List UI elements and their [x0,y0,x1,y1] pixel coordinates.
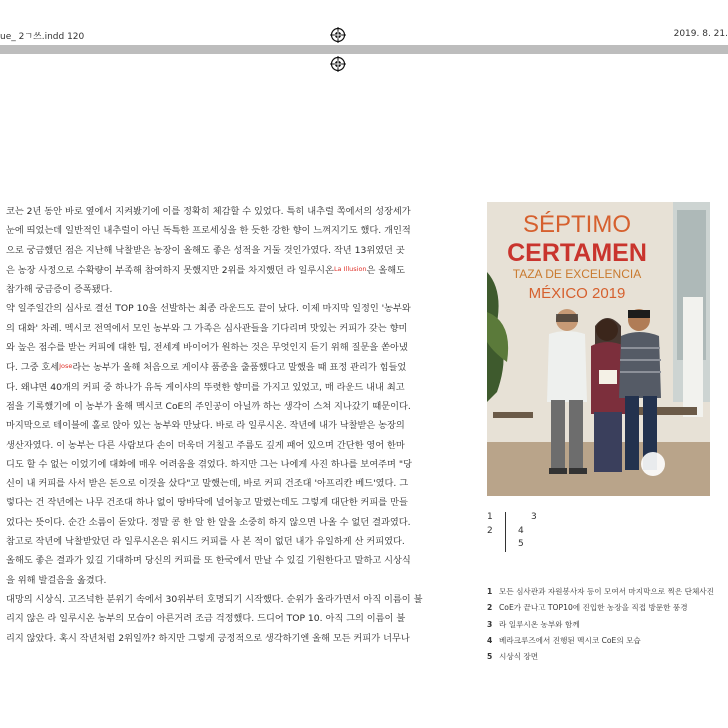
body-line: 대망의 시상식. 고즈넉한 분위기 속에서 30위부터 호명되기 시작했다. 순위가 올라가면서 아직 이름이 불 [6,593,423,605]
caption-item [487,617,727,633]
body-line: 었다는 뜻이다. 순간 소름이 돋았다. 정말 콩 한 알 한 알을 소중히 하지 않으면 나올 수 없던 결과였다. [6,516,411,528]
body-line: 신이 내 커피를 사서 받은 돈으로 이것을 샀다"고 말했는데, 바로 커피 건조대 '아프리칸 베드'였다. 그 [6,478,409,490]
body-line: 올해도 좋은 결과가 있길 기대하며 당신의 커피를 또 한국에서 만날 수 있길 기원한다고 말하고 시상식 [6,555,411,567]
date-slug: 2019. 8. 21. [673,29,728,39]
body-line: 으로 궁금했던 점은 지난해 낙찰받은 농장이 올해도 좋은 성적을 거둘 것인가였다. 작년 13위였던 곳 [6,244,405,256]
figure-number: 3 [531,512,537,522]
body-line: 마지막으로 테이블에 홀로 앉아 있는 농부와 만났다. 바로 라 일루시온. 작년에 내가 낙찰받은 농장의 [6,420,405,432]
file-slug: ue_ 2ㄱ쓰.indd 120 [0,32,85,42]
body-line [6,260,430,280]
caption-text: 시상식 장면 [499,652,539,662]
body-line: 약 일주일간의 심사로 결선 TOP 10을 선발하는 최종 라운드도 끝이 났다. 이제 마지막 일정인 '농부와 [6,303,411,315]
body-line: 참고로 작년에 낙찰받았던 라 일루시온은 워시드 커피를 사 본 적이 없던 내가 유일하게 산 커피였다. [6,536,405,548]
body-line: 렇다는 건 작년에는 나무 건조대 하나 없이 땅바닥에 널어놓고 말렸는데도 그렇게 대단한 커피를 만들 [6,497,408,509]
caption-item [487,649,727,665]
caption-number: 5 [487,652,493,662]
banner-line-4: MÉXICO 2019 [528,285,626,302]
caption-text: 모든 심사관과 자원봉사자 등이 모여서 마지막으로 찍은 단체사진 [499,587,714,596]
body-line: 눈에 띄었는데 일반적인 내추럴이 아닌 독특한 프로세싱을 한 듯한 강한 향이 느껴지기도 했다. 개인적 [6,225,411,237]
figure-index-divider [505,512,506,552]
gray-band [0,45,728,54]
figure-number: 5 [518,539,524,549]
body-line-text: 다. 그중 호세 [6,362,60,374]
caption-number: 2 [487,603,493,613]
body-line: 리지 않았다. 혹시 작년처럼 2위일까? 하지만 그렇게 긍정적으로 생각하기엔 올해 모든 커피가 너무나 [6,632,410,644]
caption-item [487,584,727,600]
body-line-text: 라는 농부가 올해 처음으로 게이샤 품종을 출품했다고 말했을 때 표정 관리가 힘들었 [72,362,407,374]
registration-mark-icon [330,27,346,43]
caption-number: 3 [487,619,493,629]
caption-number: 4 [487,635,493,645]
caption-text: 라 일루시온 농부와 함께 [499,619,580,629]
caption-text: CoE가 끝나고 TOP10에 진입한 농장을 직접 방문한 풍경 [499,603,688,613]
figure-number: 1 [487,512,493,522]
body-line: 디도 할 수 없는 이었기에 대화에 매우 어려움을 겪었다. 하지만 그는 나에게 사진 하나를 보여주며 "당 [6,458,412,470]
body-line: 생산자였다. 이 농부는 다른 사람보다 손이 더욱더 거칠고 주름도 깊게 패어 있으며 간단한 영어 한마 [6,439,405,451]
caption-number: 1 [487,587,493,596]
body-line: 다. 왜냐면 40개의 커피 중 하나가 유독 게이샤의 뚜렷한 향미를 가지고 있었고, 매 라운드 내내 최고 [6,381,405,393]
jose-label: Jose [59,362,73,371]
banner-line-2: CERTAMEN [507,239,647,267]
figure-number: 4 [518,526,524,536]
body-line [6,357,430,377]
la-illusion-label: La Illusion [333,264,367,273]
body-line-text: 은 올해도 [366,264,405,276]
body-line-text: 은 농장 사정으로 수확량이 부족해 참여하지 못했지만 2위를 차지했던 라 일루시온 [6,264,334,276]
body-line: 리지 않은 라 일루시온 농부의 모습이 아른거려 조금 걱정했다. 드디어 TOP 10. 아직 그의 이름이 불 [6,613,406,625]
banner-line-3: TAZA DE EXCELENCIA [512,267,642,281]
body-line: 와 높은 점수를 받는 커피에 대한 팁, 전세계 바이어가 원하는 것은 무엇인지 듣기 위해 질문을 쏟아냈 [6,342,408,354]
caption-item [487,600,727,616]
photo-illustration [487,202,710,496]
article-body [6,202,430,648]
body-line: 코는 2년 동안 바로 옆에서 지켜봤기에 이를 정확히 체감할 수 있었다. 특히 내추럴 쪽에서의 성장세가 [6,206,411,217]
figure-number: 2 [487,526,493,536]
caption-list [487,584,727,665]
body-line: 참가해 궁금증이 증폭됐다. [6,284,113,296]
registration-mark-icon [330,56,346,72]
body-line: 의 대화' 차례. 멕시코 전역에서 모인 농부와 그 가족은 심사관들을 기다리며 맛있는 커피가 갖는 향미 [6,322,408,334]
body-line: 점을 기록했기에 이 농부가 올해 멕시코 CoE의 주인공이 아닐까 하는 생각이 스쳐 지나갔기 때문이다. [6,400,411,412]
event-photo [487,202,710,496]
caption-text: 베라크루즈에서 진행된 멕시코 CoE의 모습 [499,635,641,645]
body-line: 을 위해 발걸음을 옮겼다. [6,574,107,586]
caption-item [487,633,727,649]
figure-index [487,512,547,552]
banner-line-1: SÉPTIMO [522,211,632,238]
